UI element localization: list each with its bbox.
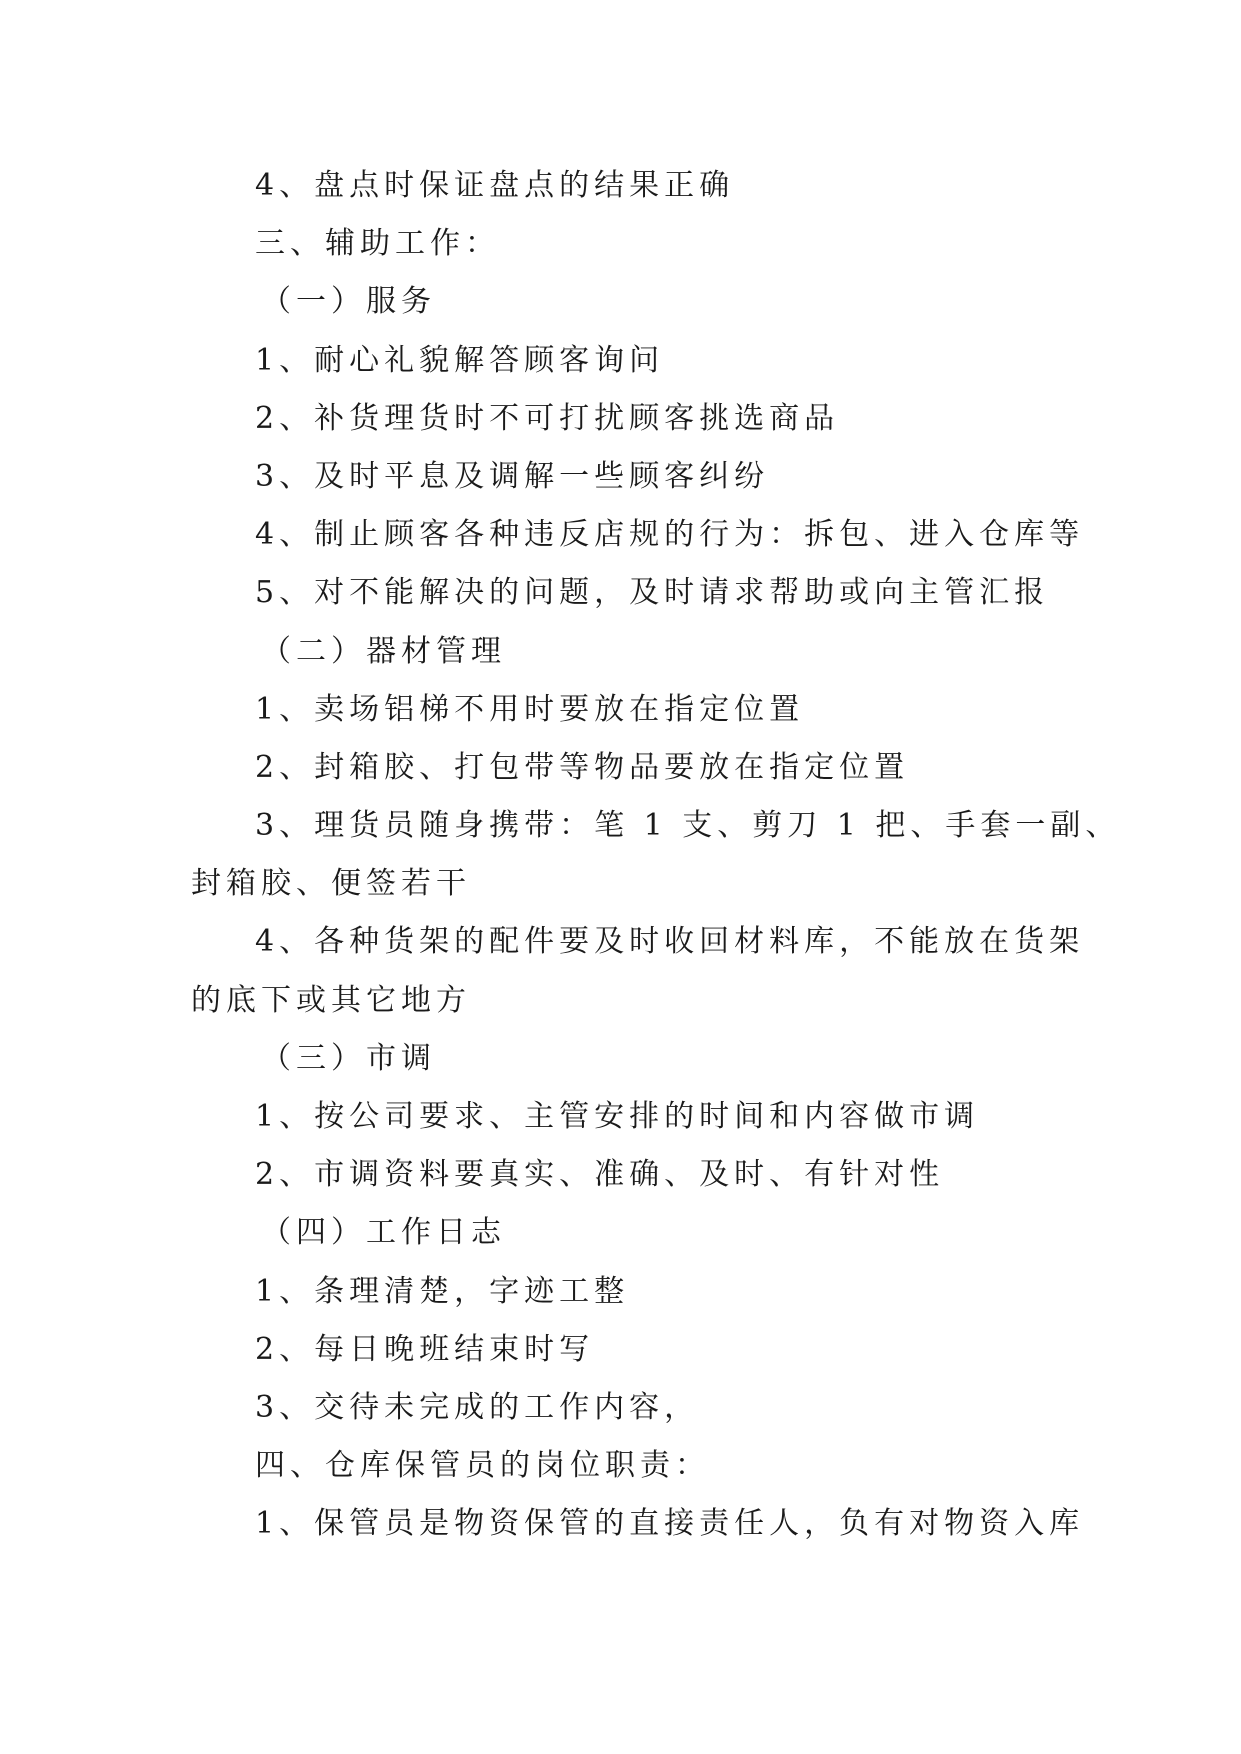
list-item: 4、盘点时保证盘点的结果正确 xyxy=(255,168,735,203)
list-item: 1、条理清楚，字迹工整 xyxy=(255,1273,630,1309)
list-item: 5、对不能解决的问题，及时请求帮助或向主管汇报 xyxy=(255,575,1050,611)
list-item: 1、耐心礼貌解答顾客询问 xyxy=(255,342,665,378)
list-item: 2、补货理货时不可打扰顾客挑选商品 xyxy=(255,400,840,436)
list-item: 2、每日晚班结束时写 xyxy=(255,1331,595,1367)
list-item: 1、保管员是物资保管的直接责任人，负有对物资入库 xyxy=(255,1506,1085,1542)
list-item-continuation: 的底下或其它地方 xyxy=(191,982,471,1018)
subsection-heading: （四）工作日志 xyxy=(261,1215,506,1251)
list-item: 1、卖场铝梯不用时要放在指定位置 xyxy=(255,691,805,727)
list-item: 2、市调资料要真实、准确、及时、有针对性 xyxy=(255,1157,945,1193)
document-body xyxy=(191,157,1121,1554)
subsection-heading: （二）器材管理 xyxy=(261,633,506,669)
list-item-continuation: 封箱胶、便签若干 xyxy=(191,866,471,902)
list-item: 3、理货员随身携带：笔 1 支、剪刀 1 把、手套一副、 xyxy=(255,808,1121,844)
list-item: 4、制止顾客各种违反店规的行为：拆包、进入仓库等 xyxy=(255,517,1085,553)
list-item: 3、及时平息及调解一些顾客纠纷 xyxy=(255,458,770,494)
list-item: 1、按公司要求、主管安排的时间和内容做市调 xyxy=(255,1099,980,1134)
list-item: 3、交待未完成的工作内容， xyxy=(255,1389,700,1425)
section-heading: 三、辅助工作： xyxy=(255,226,500,262)
section-heading: 四、仓库保管员的岗位职责： xyxy=(255,1448,710,1484)
list-item: 2、封箱胶、打包带等物品要放在指定位置 xyxy=(255,749,910,785)
list-item: 4、各种货架的配件要及时收回材料库，不能放在货架 xyxy=(255,924,1085,960)
subsection-heading: （三）市调 xyxy=(261,1040,436,1076)
subsection-heading: （一）服务 xyxy=(261,284,436,320)
